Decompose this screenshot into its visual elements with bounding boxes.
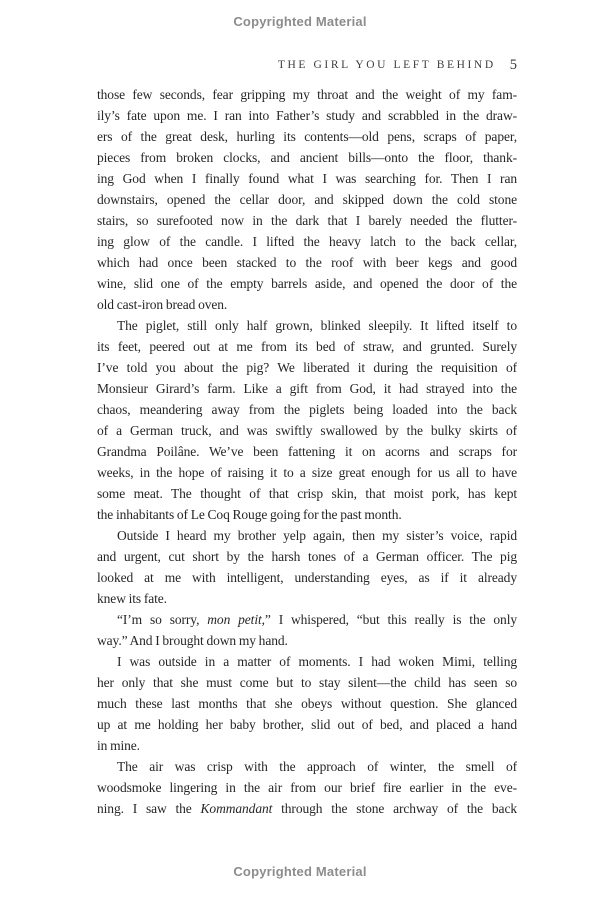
text-line: which had once been stacked to the roof with beer kegs and good xyxy=(97,255,517,270)
copyright-notice-top: Copyrighted Material xyxy=(233,14,367,29)
running-header xyxy=(97,56,517,73)
text-line: the inhabitants of Le Coq Rouge going for the past month. xyxy=(97,507,402,522)
book-title: THE GIRL YOU LEFT BEHIND xyxy=(277,59,496,71)
text-line: stairs, so surefooted now in the dark that I barely needed the flutter- xyxy=(97,213,517,228)
paragraph xyxy=(97,651,517,756)
text-line: old cast-iron bread oven. xyxy=(97,297,228,312)
text-line: ing God when I finally found what I was searching for. Then I ran xyxy=(97,171,517,186)
text-line: The air was crisp with the approach of winter, the smell of xyxy=(117,759,517,774)
text-line: I’ve told you about the pig? We liberated it during the requisition of xyxy=(97,360,517,375)
text-line: some meat. The thought of that crisp skin, that moist pork, has kept xyxy=(97,486,517,501)
text-line: knew its fate. xyxy=(97,591,167,606)
text-line: “I’m so sorry, mon petit,” I whispered, “but this really is the only xyxy=(117,612,517,627)
text-line: woodsmoke lingering in the air from our brief fire earlier in the eve- xyxy=(97,780,517,795)
paragraph xyxy=(97,756,517,819)
text-line: Monsieur Girard’s farm. Like a gift from God, it had strayed into the xyxy=(97,381,517,396)
text-line: in mine. xyxy=(97,738,140,753)
text-line: looked at me with intelligent, understanding eyes, as if it already xyxy=(97,570,517,585)
text-line: those few seconds, fear gripping my throat and the weight of my fam- xyxy=(97,87,517,102)
text-line: I was outside in a matter of moments. I had woken Mimi, telling xyxy=(117,654,517,669)
paragraph xyxy=(97,609,517,651)
text-line: Outside I heard my brother yelp again, then my sister’s voice, rapid xyxy=(117,528,517,543)
paragraph xyxy=(97,525,517,609)
text-line: Grandma Poilâne. We’ve been fattening it on acorns and scraps for xyxy=(97,444,517,459)
text-line: her only that she must come but to stay silent—the child has seen so xyxy=(97,675,517,690)
text-line: weeks, in the hope of raising it to a size great enough for us all to have xyxy=(97,465,517,480)
paragraph xyxy=(97,315,517,525)
paragraph xyxy=(97,84,517,315)
text-line: of a German truck, and was swiftly swallowed by the bulky skirts of xyxy=(97,423,517,438)
text-line: up at me holding her baby brother, slid out of bed, and placed a hand xyxy=(97,717,517,732)
text-line: its feet, peered out at me from its bed of straw, and grunted. Surely xyxy=(97,339,517,354)
text-line: wine, slid one of the empty barrels aside, and opened the door of the xyxy=(97,276,517,291)
text-line: ily’s fate upon me. I ran into Father’s study and scrabbled in the draw- xyxy=(97,108,517,123)
body-text xyxy=(97,84,517,819)
text-line: pieces from broken clocks, and ancient bills—onto the floor, thank- xyxy=(97,150,517,165)
copyright-notice-bottom: Copyrighted Material xyxy=(233,864,367,879)
page-number: 5 xyxy=(509,57,517,73)
text-line: ning. I saw the Kommandant through the stone archway of the back xyxy=(97,801,517,816)
text-line: downstairs, opened the cellar door, and skipped down the cold stone xyxy=(97,192,517,207)
text-line: chaos, meandering away from the piglets being loaded into the back xyxy=(97,402,517,417)
text-line: way.” And I brought down my hand. xyxy=(97,633,288,648)
text-line: The piglet, still only half grown, blinked sleepily. It lifted itself to xyxy=(117,318,517,333)
text-line: and urgent, cut short by the harsh tones of a German officer. The pig xyxy=(97,549,517,564)
text-line: much these last months that she obeys without question. She glanced xyxy=(97,696,517,711)
text-line: ers of the great desk, hurling its contents—old pens, scraps of paper, xyxy=(97,129,517,144)
text-line: ing glow of the candle. I lifted the heavy latch to the back cellar, xyxy=(97,234,517,249)
